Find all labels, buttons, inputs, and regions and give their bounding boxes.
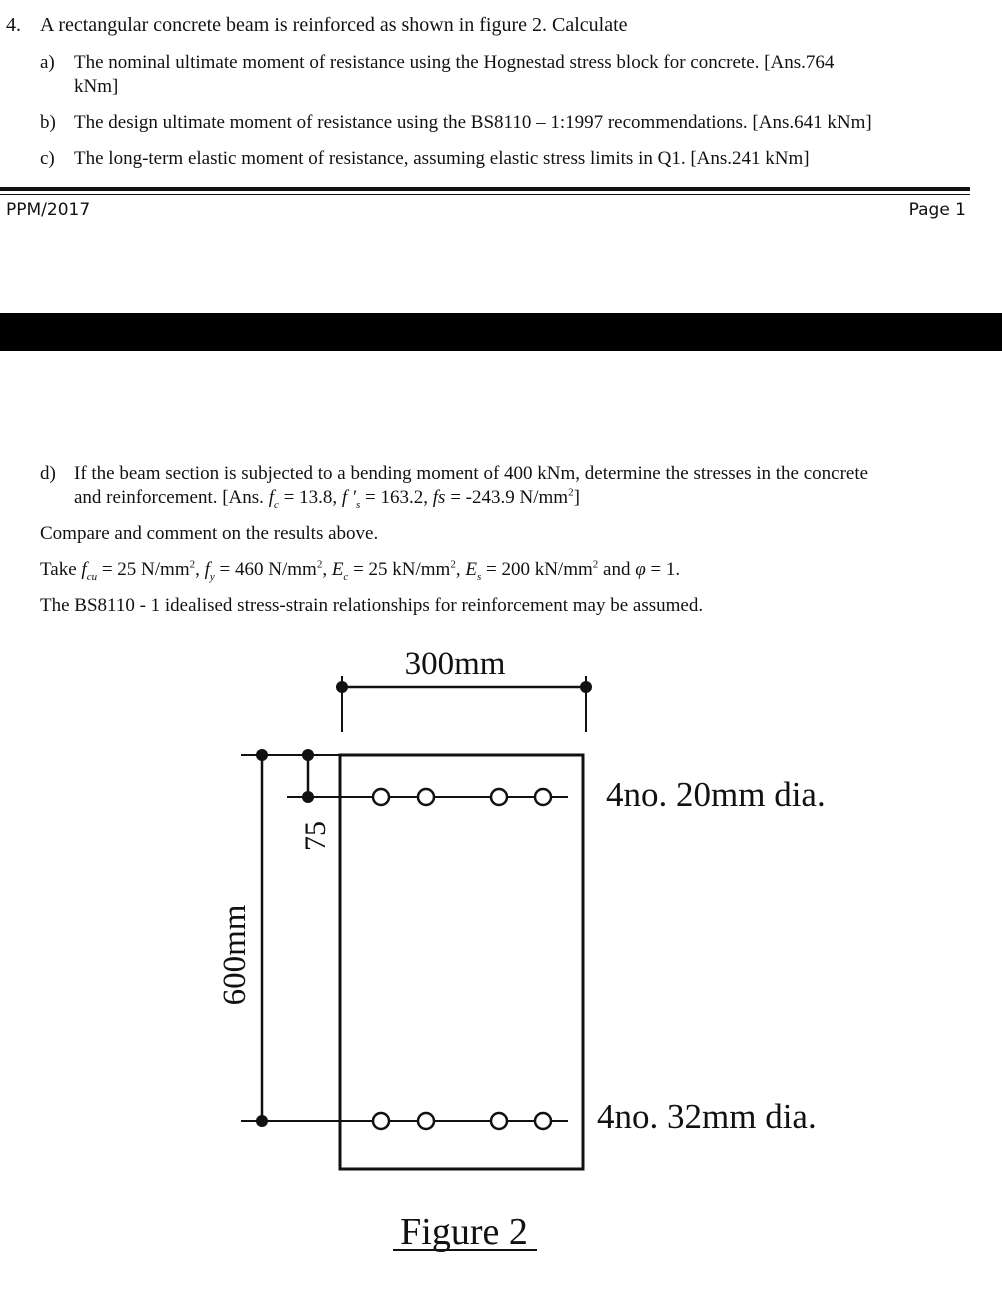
idealised-text: The BS8110 - 1 idealised stress-strain relationships for reinforcement may be assumed. — [40, 595, 704, 616]
top-bars-label: 4no. 20mm dia. — [606, 775, 826, 814]
top-bar-4 — [535, 789, 551, 805]
part-b-text: The design ultimate moment of resistance using the BS8110 – 1:1997 recommendations. [Ans.641 kNm] — [74, 112, 872, 133]
figure-caption: Figure 2 — [400, 1211, 528, 1253]
footer-page-number: Page 1 — [908, 200, 966, 220]
part-b-label: b) — [40, 112, 56, 133]
height-dimension-end-top — [256, 749, 268, 761]
part-d-text: If the beam section is subjected to a bending moment of 400 kNm, determine the stresses in the concrete — [74, 463, 869, 484]
height-dimension-label: 600mm — [217, 904, 253, 1006]
bottom-bar-2 — [418, 1113, 434, 1129]
part-c-text: The long-term elastic moment of resistance, assuming elastic stress limits in Q1. [Ans.241 kNm] — [74, 148, 810, 169]
top-bar-2 — [418, 789, 434, 805]
part-a-label: a) — [40, 52, 55, 73]
footer-left: PPM/2017 — [6, 200, 91, 220]
top-bar-3 — [491, 789, 507, 805]
part-d-line2: and reinforcement. [Ans. $f_c = 13.8$, f $'_s = 163.2$, fs = -243.9 $N/mm^2$] — [74, 486, 580, 511]
bottom-bar-4 — [535, 1113, 551, 1129]
top-bar-1 — [373, 789, 389, 805]
bottom-bar-1 — [373, 1113, 389, 1129]
width-dimension-label: 300mm — [404, 646, 506, 682]
part-a-text-line2: kNm] — [74, 76, 119, 97]
cover-dimension-label: 75 — [299, 821, 332, 851]
beam-outline — [340, 755, 583, 1169]
part-c-label: c) — [40, 148, 55, 169]
question-number: 4. — [6, 14, 21, 36]
part-d-label: d) — [40, 463, 56, 484]
bottom-bars-label: 4no. 32mm dia. — [597, 1097, 817, 1136]
cover-dimension-end-top — [302, 749, 314, 761]
take-values: Take $f_{cu} = 25$ $N/mm^2$, $f_y = 460$ $N/mm^2$, $E_c = 25$ $kN/mm^2$, $E_s = 200$ $kN/mm^2$ and φ = 1. — [40, 558, 681, 583]
compare-text: Compare and comment on the results above. — [40, 523, 379, 544]
question-intro: A rectangular concrete beam is reinforced as shown in figure 2. Calculate — [40, 14, 628, 36]
part-a-text-line1: The nominal ultimate moment of resistance using the Hognestad stress block for concrete. [Ans.764 — [74, 52, 835, 73]
bottom-bar-3 — [491, 1113, 507, 1129]
